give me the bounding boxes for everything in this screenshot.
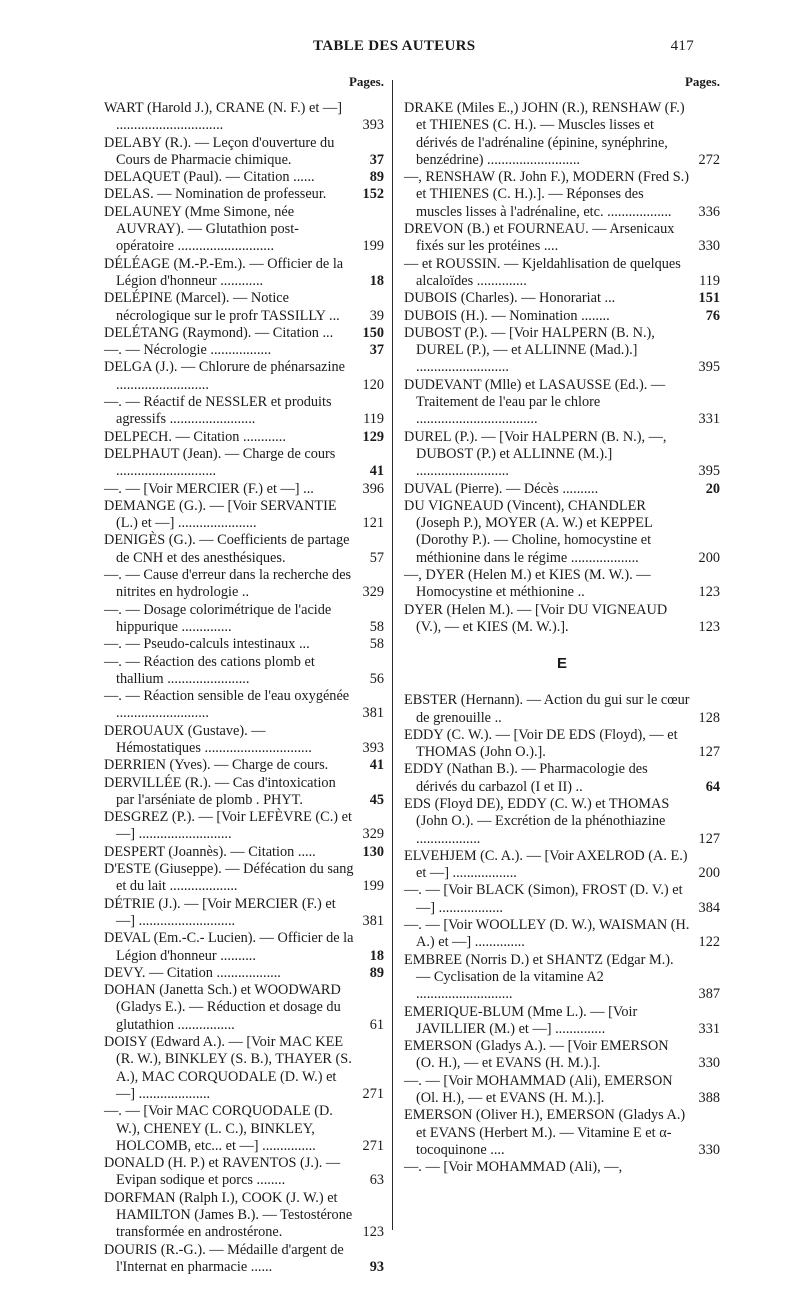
- index-entry: [404, 952, 720, 1004]
- entry-text: EMERSON (Gladys A.). — [Voir EMERSON (O. H.), — et EVANS (H. M.).].: [404, 1038, 669, 1072]
- entry-page-number: 396: [362, 480, 384, 497]
- index-entry: [404, 308, 720, 325]
- index-entry: [104, 982, 384, 1034]
- entry-page-number: 395: [698, 359, 720, 376]
- index-entry: [104, 342, 384, 359]
- entry-text: DÉLÉAGE (M.-P.-Em.). — Officier de la Légion d'honneur ............: [104, 255, 344, 289]
- index-entry: [404, 917, 720, 952]
- entry-page-number: 329: [362, 826, 384, 843]
- entry-page-number: 45: [369, 791, 384, 808]
- index-entry: [104, 1190, 384, 1242]
- entry-text: DORFMAN (Ralph I.), COOK (J. W.) et HAMILTON (James B.). — Testostérone transformée en androstérone.: [104, 1189, 353, 1241]
- entry-page-number: 128: [698, 709, 720, 726]
- index-entry: [104, 654, 384, 689]
- index-entry: [104, 135, 384, 170]
- entry-page-number: 388: [698, 1090, 720, 1107]
- entry-page-number: 58: [369, 636, 384, 653]
- index-entry: [104, 204, 384, 256]
- index-entry: [104, 394, 384, 429]
- index-entry: [404, 221, 720, 256]
- index-entry: [104, 965, 384, 982]
- index-entry: [404, 290, 720, 307]
- entry-text: DERRIEN (Yves). — Charge de cours.: [104, 757, 329, 774]
- index-entry: [104, 775, 384, 810]
- entry-text: DELAQUET (Paul). — Citation ......: [104, 169, 315, 186]
- entry-page-number: 76: [705, 307, 720, 324]
- entry-page-number: 123: [698, 584, 720, 601]
- entry-text: DUREL (P.). — [Voir HALPERN (B. N.), —, DUBOST (P.) et ALLINNE (M.).] ..........................: [404, 428, 667, 480]
- entry-text: —. — [Voir BLACK (Simon), FROST (D. V.) et —] ..................: [404, 882, 683, 916]
- entry-text: EDDY (Nathan B.). — Pharmacologie des dérivés du carbazol (I et II) ..: [404, 761, 648, 795]
- entry-page-number: 119: [699, 272, 720, 289]
- index-entry: [104, 896, 384, 931]
- entry-text: DOISY (Edward A.). — [Voir MAC KEE (R. W.), BINKLEY (S. B.), THAYER (S. A.), MAC CORQUODALE (D. W.) et —] ....................: [104, 1034, 352, 1102]
- right-entries-e: [404, 692, 720, 1176]
- entry-text: —. — [Voir MERCIER (F.) et —] ...: [104, 480, 314, 497]
- index-entry: [404, 1073, 720, 1108]
- index-entry: [404, 1159, 720, 1176]
- entry-page-number: 200: [698, 865, 720, 882]
- entry-text: DENIGÈS (G.). — Coefficients de partage de CNH et des anesthésiques.: [104, 532, 350, 566]
- running-head: [0, 34, 800, 60]
- entry-text: DELAUNEY (Mme Simone, née AUVRAY). — Glutathion post-opératoire ...........................: [104, 203, 299, 255]
- entry-page-number: 123: [698, 618, 720, 635]
- entry-text: — et ROUSSIN. — Kjeldahlisation de quelques alcaloïdes ..............: [404, 255, 681, 289]
- entry-text: DUBOST (P.). — [Voir HALPERN (B. N.), DUREL (P.), — et ALLINNE (Mad.).] ..........................: [404, 324, 655, 376]
- entry-page-number: 330: [698, 1141, 720, 1158]
- column-divider: [392, 80, 393, 1230]
- entry-text: DEVY. — Citation ..................: [104, 964, 281, 981]
- entry-text: EDS (Floyd DE), EDDY (C. W.) et THOMAS (John O.). — Excrétion de la phénothiazine ..................: [404, 795, 670, 847]
- entry-text: —. — Dosage colorimétrique de l'acide hippurique ..............: [104, 601, 332, 635]
- entry-page-number: 127: [698, 744, 720, 761]
- index-entry: [104, 757, 384, 774]
- index-entry: [104, 1242, 384, 1277]
- right-column: [404, 72, 720, 1177]
- index-entry: [404, 602, 720, 637]
- entry-page-number: 330: [698, 1055, 720, 1072]
- index-entry: [104, 532, 384, 567]
- entry-text: DÉTRIE (J.). — [Voir MERCIER (F.) et —] ...........................: [104, 895, 336, 929]
- entry-page-number: 56: [369, 670, 384, 687]
- entry-page-number: 122: [698, 934, 720, 951]
- index-entry: [104, 636, 384, 653]
- entry-page-number: 150: [362, 324, 384, 341]
- index-entry: [104, 809, 384, 844]
- entry-page-number: 152: [362, 186, 384, 203]
- index-entry: [404, 761, 720, 796]
- index-entry: [404, 567, 720, 602]
- index-entry: [404, 796, 720, 848]
- index-entry: [104, 844, 384, 861]
- entry-page-number: 93: [369, 1258, 384, 1275]
- index-entry: [104, 1103, 384, 1155]
- entry-text: DELABY (R.). — Leçon d'ouverture du Cours de Pharmacie chimique.: [104, 134, 335, 168]
- section-letter: E: [556, 655, 567, 673]
- index-entry: [404, 498, 720, 567]
- entry-text: —. — [Voir WOOLLEY (D. W.), WAISMAN (H. A.) et —] ..............: [404, 917, 690, 951]
- entry-page-number: 127: [698, 830, 720, 847]
- entry-page-number: 121: [362, 515, 384, 532]
- entry-text: DELGA (J.). — Chlorure de phénarsazine ..........................: [104, 359, 345, 393]
- entry-page-number: 271: [362, 1137, 384, 1154]
- index-entry: [104, 446, 384, 481]
- entry-page-number: 18: [369, 272, 384, 289]
- entry-page-number: 331: [698, 411, 720, 428]
- index-entry: [104, 861, 384, 896]
- entry-text: DONALD (H. P.) et RAVENTOS (J.). — Evipan sodique et porcs ........: [104, 1155, 341, 1189]
- entry-page-number: 129: [362, 428, 384, 445]
- entry-text: DEROUAUX (Gustave). — Hémostatiques ..............................: [104, 722, 312, 756]
- pages-label: Pages.: [348, 74, 384, 89]
- entry-text: DRAKE (Miles E.,) JOHN (R.), RENSHAW (F.) et THIENES (C. H.). — Muscles lisses et dérivés de l'adrénaline (épinine, synéphrine, benzédrine) ..........................: [404, 100, 685, 168]
- entry-text: DUVAL (Pierre). — Décès ..........: [404, 480, 599, 497]
- entry-text: DREVON (B.) et FOURNEAU. — Arsenicaux fixés sur les protéines ....: [404, 221, 675, 255]
- index-entry: [404, 1004, 720, 1039]
- page-title: TABLE DES AUTEURS: [313, 38, 476, 54]
- entry-page-number: 199: [362, 878, 384, 895]
- entry-page-number: 63: [369, 1172, 384, 1189]
- entry-text: —. — Pseudo-calculs intestinaux ...: [104, 636, 310, 653]
- left-column: [104, 72, 384, 1276]
- index-entry: [104, 169, 384, 186]
- entry-page-number: 199: [362, 238, 384, 255]
- index-entry: [404, 848, 720, 883]
- entry-text: DU VIGNEAUD (Vincent), CHANDLER (Joseph P.), MOYER (A. W.) et KEPPEL (Dorothy P.). — Choline, homocystine et méthionine dans le régime ...................: [404, 497, 653, 566]
- index-entry: [404, 377, 720, 429]
- entry-page-number: 381: [362, 705, 384, 722]
- entry-page-number: 20: [705, 480, 720, 497]
- entry-page-number: 381: [362, 912, 384, 929]
- entry-text: EBSTER (Hernann). — Action du gui sur le cœur de grenouille ..: [404, 692, 690, 726]
- entry-text: —. — Cause d'erreur dans la recherche des nitrites en hydrologie ..: [104, 567, 352, 601]
- page-number: 417: [670, 38, 694, 54]
- index-entry: [404, 1107, 720, 1159]
- entry-page-number: 387: [698, 986, 720, 1003]
- entry-text: DELÉTANG (Raymond). — Citation ...: [104, 324, 334, 341]
- entry-text: DESPERT (Joannès). — Citation .....: [104, 843, 316, 860]
- index-entry: [104, 723, 384, 758]
- entry-page-number: 41: [369, 463, 384, 480]
- entry-text: DEMANGE (G.). — [Voir SERVANTIE (L.) et —] ......................: [104, 497, 337, 532]
- entry-page-number: 57: [369, 549, 384, 566]
- entry-text: DELÉPINE (Marcel). — Notice nécrologique sur le profr TASSILLY ...: [104, 290, 340, 324]
- entry-page-number: 330: [698, 238, 720, 255]
- entry-text: EDDY (C. W.). — [Voir DE EDS (Floyd), — et THOMAS (John O.).].: [404, 726, 678, 761]
- entry-page-number: 37: [369, 151, 384, 168]
- entry-text: —, RENSHAW (R. John F.), MODERN (Fred S.) et THIENES (C. H.).]. — Réponses des muscles lisses à l'adrénaline, etc. ..................: [404, 169, 689, 220]
- entry-page-number: 58: [369, 618, 384, 635]
- entry-page-number: 41: [369, 757, 384, 774]
- index-entry: [104, 1034, 384, 1103]
- entry-page-number: 89: [369, 169, 384, 186]
- entry-text: DELPHAUT (Jean). — Charge de cours ............................: [104, 445, 336, 480]
- entry-page-number: 130: [362, 843, 384, 860]
- index-entry: [104, 602, 384, 637]
- entry-text: —. — Nécrologie .................: [104, 342, 272, 359]
- entry-text: DUDEVANT (Mlle) et LASAUSSE (Ed.). — Traitement de l'eau par le chlore ..................................: [404, 376, 666, 428]
- index-entry: [104, 688, 384, 723]
- entry-page-number: 393: [362, 739, 384, 756]
- entry-text: DYER (Helen M.). — [Voir DU VIGNEAUD (V.), — et KIES (M. W.).].: [404, 601, 668, 635]
- entry-text: —. — Réaction des cations plomb et thallium .......................: [104, 653, 315, 687]
- index-entry: [104, 498, 384, 533]
- entry-page-number: 200: [698, 549, 720, 566]
- index-entry: [404, 692, 720, 727]
- entry-text: ELVEHJEM (C. A.). — [Voir AXELROD (A. E.) et —] ..................: [404, 847, 688, 882]
- entry-text: —. — [Voir MAC CORQUODALE (D. W.), CHENEY (L. C.), BINKLEY, HOLCOMB, etc... et —] ...............: [104, 1103, 333, 1154]
- index-entry: [104, 186, 384, 203]
- entry-page-number: 37: [369, 342, 384, 359]
- index-entry: [404, 1038, 720, 1073]
- entry-page-number: 336: [698, 203, 720, 220]
- index-entry: [404, 727, 720, 762]
- entry-text: —. — [Voir MOHAMMAD (Ali), EMERSON (Ol. H.), — et EVANS (H. M.).].: [404, 1072, 673, 1107]
- entry-text: DOHAN (Janetta Sch.) et WOODWARD (Gladys E.). — Réduction et dosage du glutathion ................: [104, 982, 341, 1033]
- index-entry: [104, 567, 384, 602]
- index-entry: [104, 1155, 384, 1190]
- entry-page-number: 119: [363, 411, 384, 428]
- entry-text: DOURIS (R.-G.). — Médaille d'argent de l'Internat en pharmacie ......: [104, 1241, 344, 1275]
- index-entry: [404, 256, 720, 291]
- index-entry: [104, 100, 384, 135]
- index-entry: [404, 325, 720, 377]
- index-entry: [104, 290, 384, 325]
- left-entries: [104, 100, 384, 1276]
- entry-text: —. — Réactif de NESSLER et produits agressifs ........................: [104, 394, 332, 428]
- entry-text: —. — [Voir MOHAMMAD (Ali), —,: [404, 1159, 623, 1176]
- index-entry: [104, 429, 384, 446]
- index-entry: [404, 100, 720, 169]
- entry-page-number: 395: [698, 463, 720, 480]
- entry-text: EMERIQUE-BLUM (Mme L.). — [Voir JAVILLIER (M.) et —] ..............: [404, 1003, 638, 1037]
- entry-text: DELAS. — Nomination de professeur.: [104, 186, 327, 203]
- entry-text: DESGREZ (P.). — [Voir LEFÈVRE (C.) et —] ..........................: [104, 809, 352, 843]
- index-entry: [104, 256, 384, 291]
- entry-page-number: 61: [369, 1016, 384, 1033]
- entry-text: WART (Harold J.), CRANE (N. F.) et —] ..............................: [104, 100, 342, 134]
- index-entry: [104, 359, 384, 394]
- entry-page-number: 123: [362, 1224, 384, 1241]
- entry-page-number: 64: [705, 778, 720, 795]
- entry-text: DERVILLÉE (R.). — Cas d'intoxication par l'arséniate de plomb . PHYT.: [104, 774, 336, 808]
- entry-text: D'ESTE (Giuseppe). — Défécation du sang et du lait ...................: [104, 861, 354, 895]
- entry-text: —, DYER (Helen M.) et KIES (M. W.). — Homocystine et méthionine ..: [404, 567, 651, 601]
- entry-page-number: 89: [369, 964, 384, 981]
- index-entry: [104, 325, 384, 342]
- index-entry: [404, 882, 720, 917]
- entry-page-number: 271: [362, 1085, 384, 1102]
- entry-page-number: 120: [362, 376, 384, 393]
- index-entry: [104, 930, 384, 965]
- entry-page-number: 272: [698, 151, 720, 168]
- entry-page-number: 384: [698, 899, 720, 916]
- entry-text: DUBOIS (Charles). — Honorariat ...: [404, 290, 616, 307]
- entry-page-number: 331: [698, 1020, 720, 1037]
- index-entry: [404, 481, 720, 498]
- entry-text: —. — Réaction sensible de l'eau oxygénée ..........................: [104, 688, 350, 722]
- index-entry: [404, 169, 720, 221]
- entry-page-number: 39: [369, 307, 384, 324]
- entry-text: DUBOIS (H.). — Nomination ........: [404, 307, 610, 324]
- entry-page-number: 329: [362, 584, 384, 601]
- entry-text: DELPECH. — Citation ............: [104, 428, 286, 445]
- index-entry: [404, 429, 720, 481]
- entry-text: EMERSON (Oliver H.), EMERSON (Gladys A.) et EVANS (Herbert M.). — Vitamine E et α-tocoquinone ....: [404, 1107, 686, 1158]
- index-entry: [104, 481, 384, 498]
- entry-page-number: 393: [362, 117, 384, 134]
- entry-text: DEVAL (Em.-C.- Lucien). — Officier de la Légion d'honneur ..........: [104, 930, 354, 964]
- entry-page-number: 18: [369, 947, 384, 964]
- entry-text: EMBREE (Norris D.) et SHANTZ (Edgar M.). — Cyclisation de la vitamine A2 ...........................: [404, 951, 674, 1003]
- pages-label: Pages.: [684, 74, 720, 89]
- right-entries: [404, 100, 720, 636]
- entry-page-number: 151: [698, 290, 720, 307]
